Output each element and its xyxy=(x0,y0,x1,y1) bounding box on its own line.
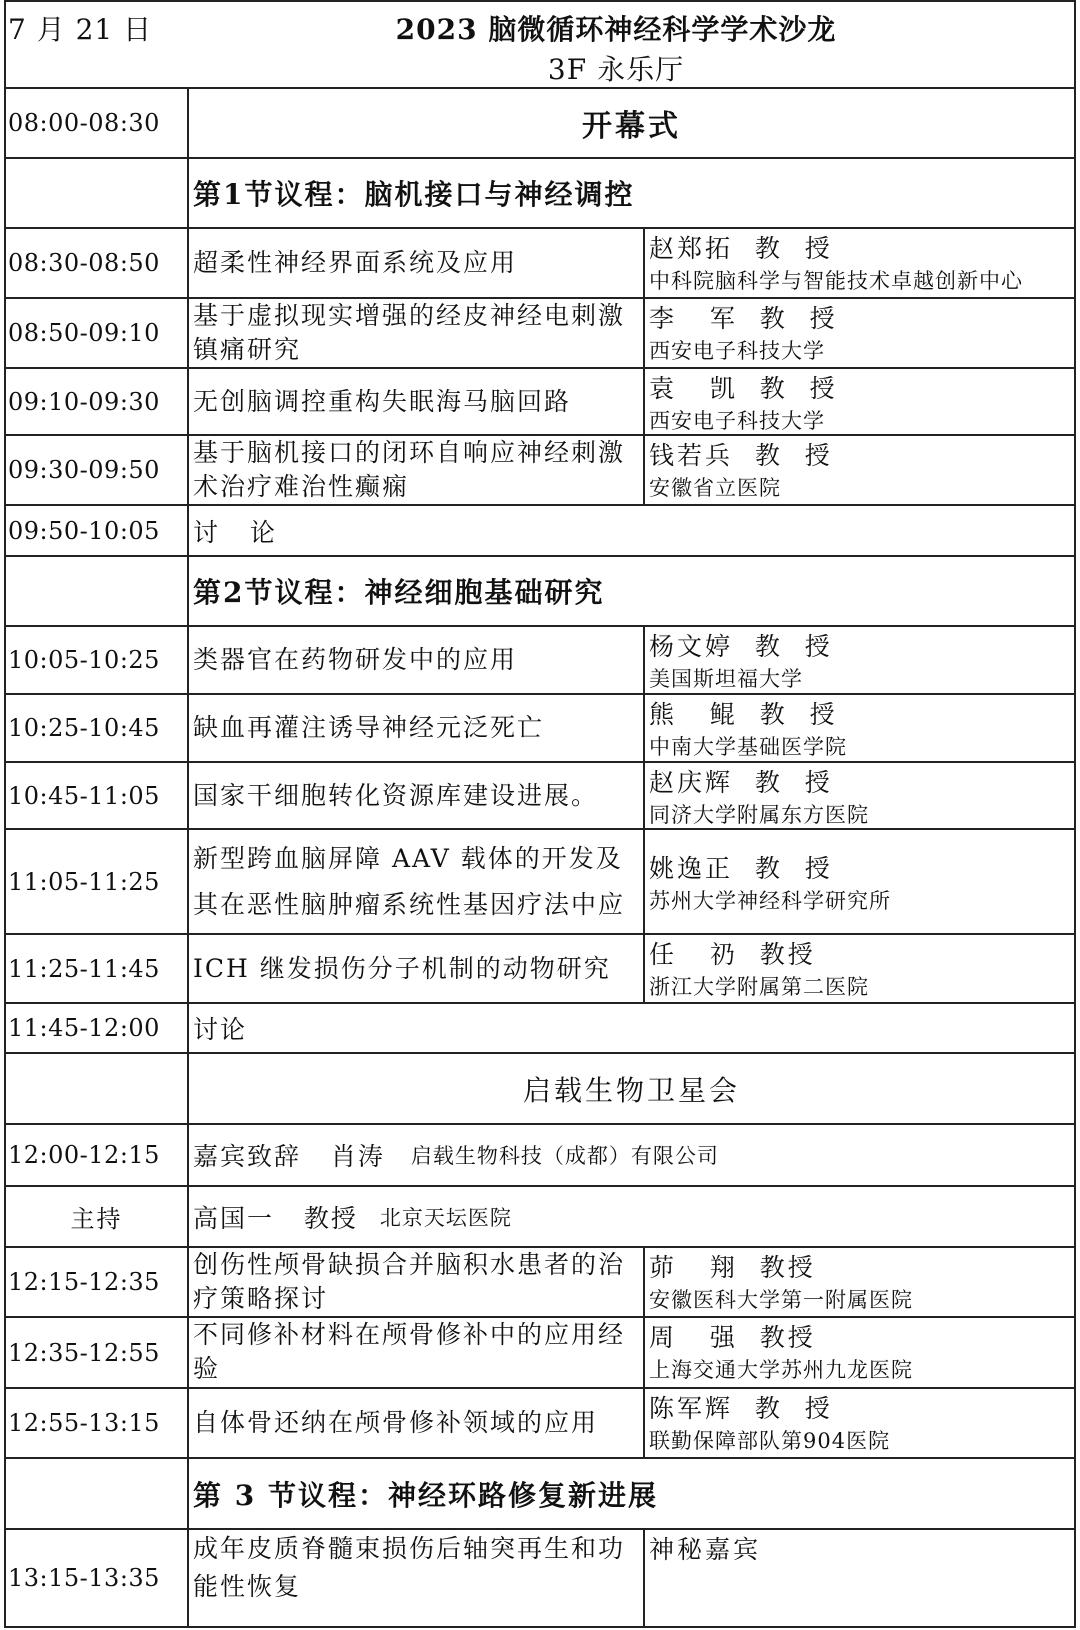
guest-speech-org: 启载生物科技（成都）有限公司 xyxy=(410,1144,719,1168)
time-slot: 09:30-09:50 xyxy=(6,436,189,504)
agenda-title: 2023 脑微循环神经科学学术沙龙 xyxy=(395,13,837,46)
talk-topic: 基于虚拟现实增强的经皮神经电刺激镇痛研究 xyxy=(189,299,645,367)
time-slot: 09:50-10:05 xyxy=(6,506,189,555)
table-row xyxy=(6,1185,1074,1246)
speaker-org: 西安电子科技大学 xyxy=(649,339,825,363)
talk-topic: 超柔性神经界面系统及应用 xyxy=(189,229,645,297)
table-row xyxy=(6,933,1074,1002)
speaker-org: 中南大学基础医学院 xyxy=(649,735,847,759)
talk-topic: 不同修补材料在颅骨修补中的应用经验 xyxy=(189,1318,645,1387)
speaker-name: 钱若兵 教 授 xyxy=(649,441,833,470)
speaker-org: 中科院脑科学与智能技术卓越创新中心 xyxy=(649,269,1023,293)
table-row xyxy=(6,1528,1074,1628)
speaker-cell xyxy=(645,299,1074,367)
speaker-org: 苏州大学神经科学研究所 xyxy=(649,889,891,913)
speaker-cell xyxy=(645,830,1074,933)
speaker-cell xyxy=(645,229,1074,297)
header-row xyxy=(6,0,1074,87)
speaker-org: 西安电子科技大学 xyxy=(649,409,825,433)
speaker-name: 赵郑拓 教 授 xyxy=(649,234,833,263)
talk-topic: 创伤性颅骨缺损合并脑积水患者的治疗策略探讨 xyxy=(189,1248,645,1316)
table-row xyxy=(6,625,1074,693)
speaker-name: 任 礽 教授 xyxy=(649,940,816,969)
host-name: 高国一 教授 xyxy=(193,1203,358,1233)
session-title: 第2节议程：神经细胞基础研究 xyxy=(193,576,605,609)
time-slot-empty xyxy=(6,1459,189,1528)
time-slot: 10:25-10:45 xyxy=(6,695,189,761)
table-row xyxy=(6,1123,1074,1185)
speaker-cell xyxy=(645,436,1074,504)
host-label: 主持 xyxy=(6,1187,189,1246)
table-row xyxy=(6,504,1074,555)
speaker-cell xyxy=(645,627,1074,693)
time-slot: 12:55-13:15 xyxy=(6,1389,189,1457)
satellite-row xyxy=(6,1052,1074,1123)
opening-ceremony: 开幕式 xyxy=(582,109,681,144)
time-slot: 09:10-09:30 xyxy=(6,369,189,434)
session-title: 第1节议程：脑机接口与神经调控 xyxy=(193,178,635,211)
talk-topic: ICH 继发损伤分子机制的动物研究 xyxy=(189,935,645,1002)
time-slot: 12:35-12:55 xyxy=(6,1318,189,1387)
time-slot: 12:00-12:15 xyxy=(6,1125,189,1185)
time-slot: 11:45-12:00 xyxy=(6,1004,189,1052)
speaker-name: 赵庆辉 教 授 xyxy=(649,768,833,797)
session-row xyxy=(6,157,1074,227)
time-slot: 08:30-08:50 xyxy=(6,229,189,297)
speaker-cell xyxy=(645,935,1074,1002)
speaker-org: 联勤保障部队第904医院 xyxy=(649,1429,891,1453)
talk-topic: 无创脑调控重构失眠海马脑回路 xyxy=(189,369,645,434)
session-row xyxy=(6,1457,1074,1528)
speaker-org: 安徽医科大学第一附属医院 xyxy=(649,1288,913,1312)
speaker-org: 美国斯坦福大学 xyxy=(649,667,803,691)
discussion-label: 讨 论 xyxy=(193,517,277,547)
time-slot-empty xyxy=(6,1054,189,1123)
time-slot: 13:15-13:35 xyxy=(6,1530,189,1626)
time-slot-empty xyxy=(6,159,189,227)
talk-topic: 缺血再灌注诱导神经元泛死亡 xyxy=(189,695,645,761)
time-slot: 12:15-12:35 xyxy=(6,1248,189,1316)
table-row xyxy=(6,1316,1074,1387)
speaker-name: 茆 翔 教授 xyxy=(649,1253,816,1282)
speaker-cell xyxy=(645,1530,1074,1626)
table-row xyxy=(6,828,1074,933)
speaker-name: 陈军辉 教 授 xyxy=(649,1394,833,1423)
session-title: 第 3 节议程：神经环路修复新进展 xyxy=(193,1478,658,1512)
time-slot-empty xyxy=(6,557,189,625)
guest-speech-label: 嘉宾致辞 肖涛 xyxy=(193,1142,385,1171)
agenda-venue: 3F 永乐厅 xyxy=(547,53,685,86)
speaker-cell xyxy=(645,763,1074,828)
table-row xyxy=(6,87,1074,157)
speaker-cell xyxy=(645,1248,1074,1316)
time-slot: 08:50-09:10 xyxy=(6,299,189,367)
talk-topic: 基于脑机接口的闭环自响应神经刺激术治疗难治性癫痫 xyxy=(189,436,645,504)
session-row xyxy=(6,555,1074,625)
table-row xyxy=(6,761,1074,828)
speaker-name: 姚逸正 教 授 xyxy=(649,854,833,883)
speaker-cell xyxy=(645,1318,1074,1387)
talk-topic: 国家干细胞转化资源库建设进展。 xyxy=(189,763,645,828)
speaker-name: 熊 鲲 教 授 xyxy=(649,700,838,729)
speaker-org: 浙江大学附属第二医院 xyxy=(649,975,869,999)
speaker-org: 上海交通大学苏州九龙医院 xyxy=(649,1358,913,1382)
table-row xyxy=(6,227,1074,297)
time-slot: 08:00-08:30 xyxy=(6,89,189,157)
satellite-title: 启载生物卫星会 xyxy=(522,1073,740,1107)
table-row xyxy=(6,1387,1074,1457)
table-row xyxy=(6,1002,1074,1052)
talk-topic: 类器官在药物研发中的应用 xyxy=(189,627,645,693)
time-slot: 11:25-11:45 xyxy=(6,935,189,1002)
host-info xyxy=(189,1187,1074,1246)
speaker-org: 同济大学附属东方医院 xyxy=(649,803,869,827)
agenda-sheet xyxy=(4,0,1076,1628)
time-slot: 11:05-11:25 xyxy=(6,830,189,933)
agenda-date: 7 月 21 日 xyxy=(8,13,153,46)
guest-speech xyxy=(189,1125,1074,1185)
speaker-name: 杨文婷 教 授 xyxy=(649,632,833,661)
table-row xyxy=(6,434,1074,504)
speaker-org: 安徽省立医院 xyxy=(649,476,781,500)
speaker-name: 周 强 教授 xyxy=(649,1323,816,1352)
speaker-cell xyxy=(645,1389,1074,1457)
table-row xyxy=(6,297,1074,367)
host-org: 北京天坛医院 xyxy=(379,1205,512,1230)
talk-topic: 自体骨还纳在颅骨修补领域的应用 xyxy=(189,1389,645,1457)
speaker-name: 袁 凯 教 授 xyxy=(649,374,838,403)
time-slot: 10:45-11:05 xyxy=(6,763,189,828)
speaker-cell xyxy=(645,695,1074,761)
speaker-cell xyxy=(645,369,1074,434)
talk-topic: 新型跨血脑屏障 AAV 载体的开发及其在恶性脑肿瘤系统性基因疗法中应 xyxy=(189,830,645,933)
discussion-label: 讨论 xyxy=(193,1015,248,1044)
time-slot: 10:05-10:25 xyxy=(6,627,189,693)
table-row xyxy=(6,367,1074,434)
speaker-name: 李 军 教 授 xyxy=(649,304,838,333)
talk-topic: 成年皮质脊髓束损伤后轴突再生和功能性恢复 xyxy=(189,1530,645,1626)
table-row xyxy=(6,1246,1074,1316)
table-row xyxy=(6,693,1074,761)
speaker-name: 神秘嘉宾 xyxy=(649,1535,762,1564)
